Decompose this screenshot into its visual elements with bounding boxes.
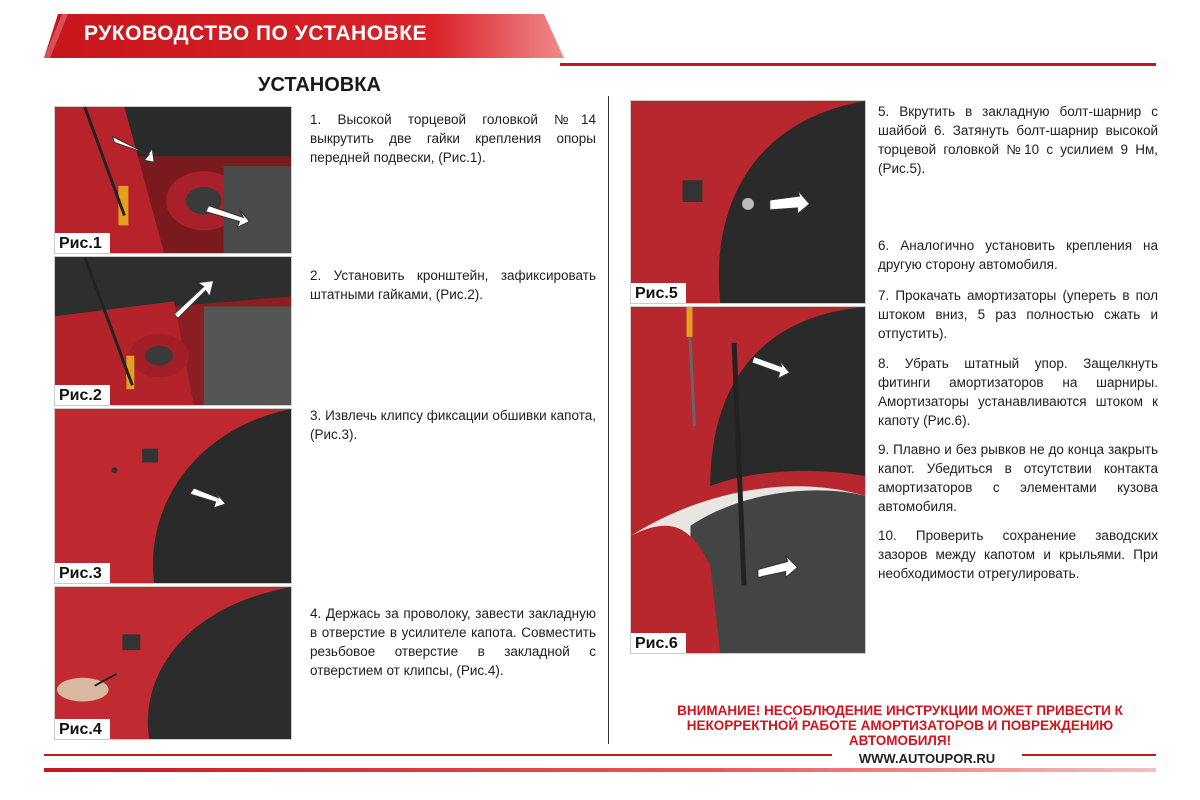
step-10: 10. Проверить сохранение заводских зазоров между капотом и крыльями. При необходимости отрегулировать. — [878, 528, 1158, 581]
figure-4 — [54, 586, 292, 740]
column-divider — [608, 96, 609, 744]
step-8: 8. Убрать штатный упор. Защелкнуть фитинги амортизаторов на шарниры. Амортизаторы устанавливаются штоком к капоту (Рис.6). — [878, 356, 1158, 428]
header-banner — [44, 14, 564, 58]
gas-strut-photo-6 — [631, 307, 865, 653]
figure-3-label: Рис.3 — [55, 563, 110, 583]
figure-5 — [630, 100, 866, 304]
engine-bay-photo-2 — [55, 257, 291, 405]
page-title: РУКОВОДСТВО ПО УСТАНОВКЕ — [84, 22, 428, 45]
step-5: 5. Вкрутить в закладную болт-шарнир с шайбой 6. Затянуть болт-шарнир высокой торцевой головкой №10 с усилием 9 Нм, (Рис.5). — [878, 104, 1158, 176]
figure-6-label: Рис.6 — [631, 633, 686, 653]
step-3: 3. Извлечь клипсу фиксации обшивки капота, (Рис.3). — [310, 408, 596, 442]
hood-bolt-photo-5 — [631, 101, 865, 303]
step-4: 4. Держась за проволоку, завести закладную в отверстие в усилителе капота. Совместить резьбовое отверстие в закладной с отверстием от клипсы, (Рис.4). — [310, 606, 596, 678]
figure-1-label: Рис.1 — [55, 233, 110, 253]
step-1: 1. Высокой торцевой головкой №14 выкрутить две гайки крепления опоры передней подвески, (Рис.1). — [310, 112, 596, 165]
section-title: УСТАНОВКА — [258, 74, 381, 96]
figure-6 — [630, 306, 866, 654]
header-rule — [560, 63, 1156, 66]
figure-2-label: Рис.2 — [55, 385, 110, 405]
website-link[interactable]: WWW.AUTOUPOR.RU — [832, 751, 1022, 766]
figure-5-label: Рис.5 — [631, 283, 686, 303]
warning-notice: ВНИМАНИЕ! НЕСОБЛЮДЕНИЕ ИНСТРУКЦИИ МОЖЕТ ПРИВЕСТИ К НЕКОРРЕКТНОЙ РАБОТЕ АМОРТИЗАТОРОВ И ПОВРЕЖДЕНИЮ АВТОМОБИЛЯ! — [677, 703, 1123, 748]
figure-1 — [54, 106, 292, 254]
figure-4-label: Рис.4 — [55, 719, 110, 739]
engine-bay-photo-1 — [55, 107, 291, 253]
step-7: 7. Прокачать амортизаторы (упереть в пол штоком вниз, 5 раз полностью сжать и отпустить). — [878, 288, 1158, 341]
step-9: 9. Плавно и без рывков не до конца закрыть капот. Убедиться в отсутствии контакта амортизаторов с элементами кузова автомобиля. — [878, 442, 1158, 514]
footer-stripe — [44, 768, 1156, 772]
step-2: 2. Установить кронштейн, зафиксировать штатными гайками, (Рис.2). — [310, 268, 596, 302]
figure-3 — [54, 408, 292, 584]
figure-2 — [54, 256, 292, 406]
step-6: 6. Аналогично установить крепления на другую сторону автомобиля. — [878, 238, 1158, 272]
hood-lining-photo-3 — [55, 409, 291, 583]
hood-lining-photo-4 — [55, 587, 291, 739]
